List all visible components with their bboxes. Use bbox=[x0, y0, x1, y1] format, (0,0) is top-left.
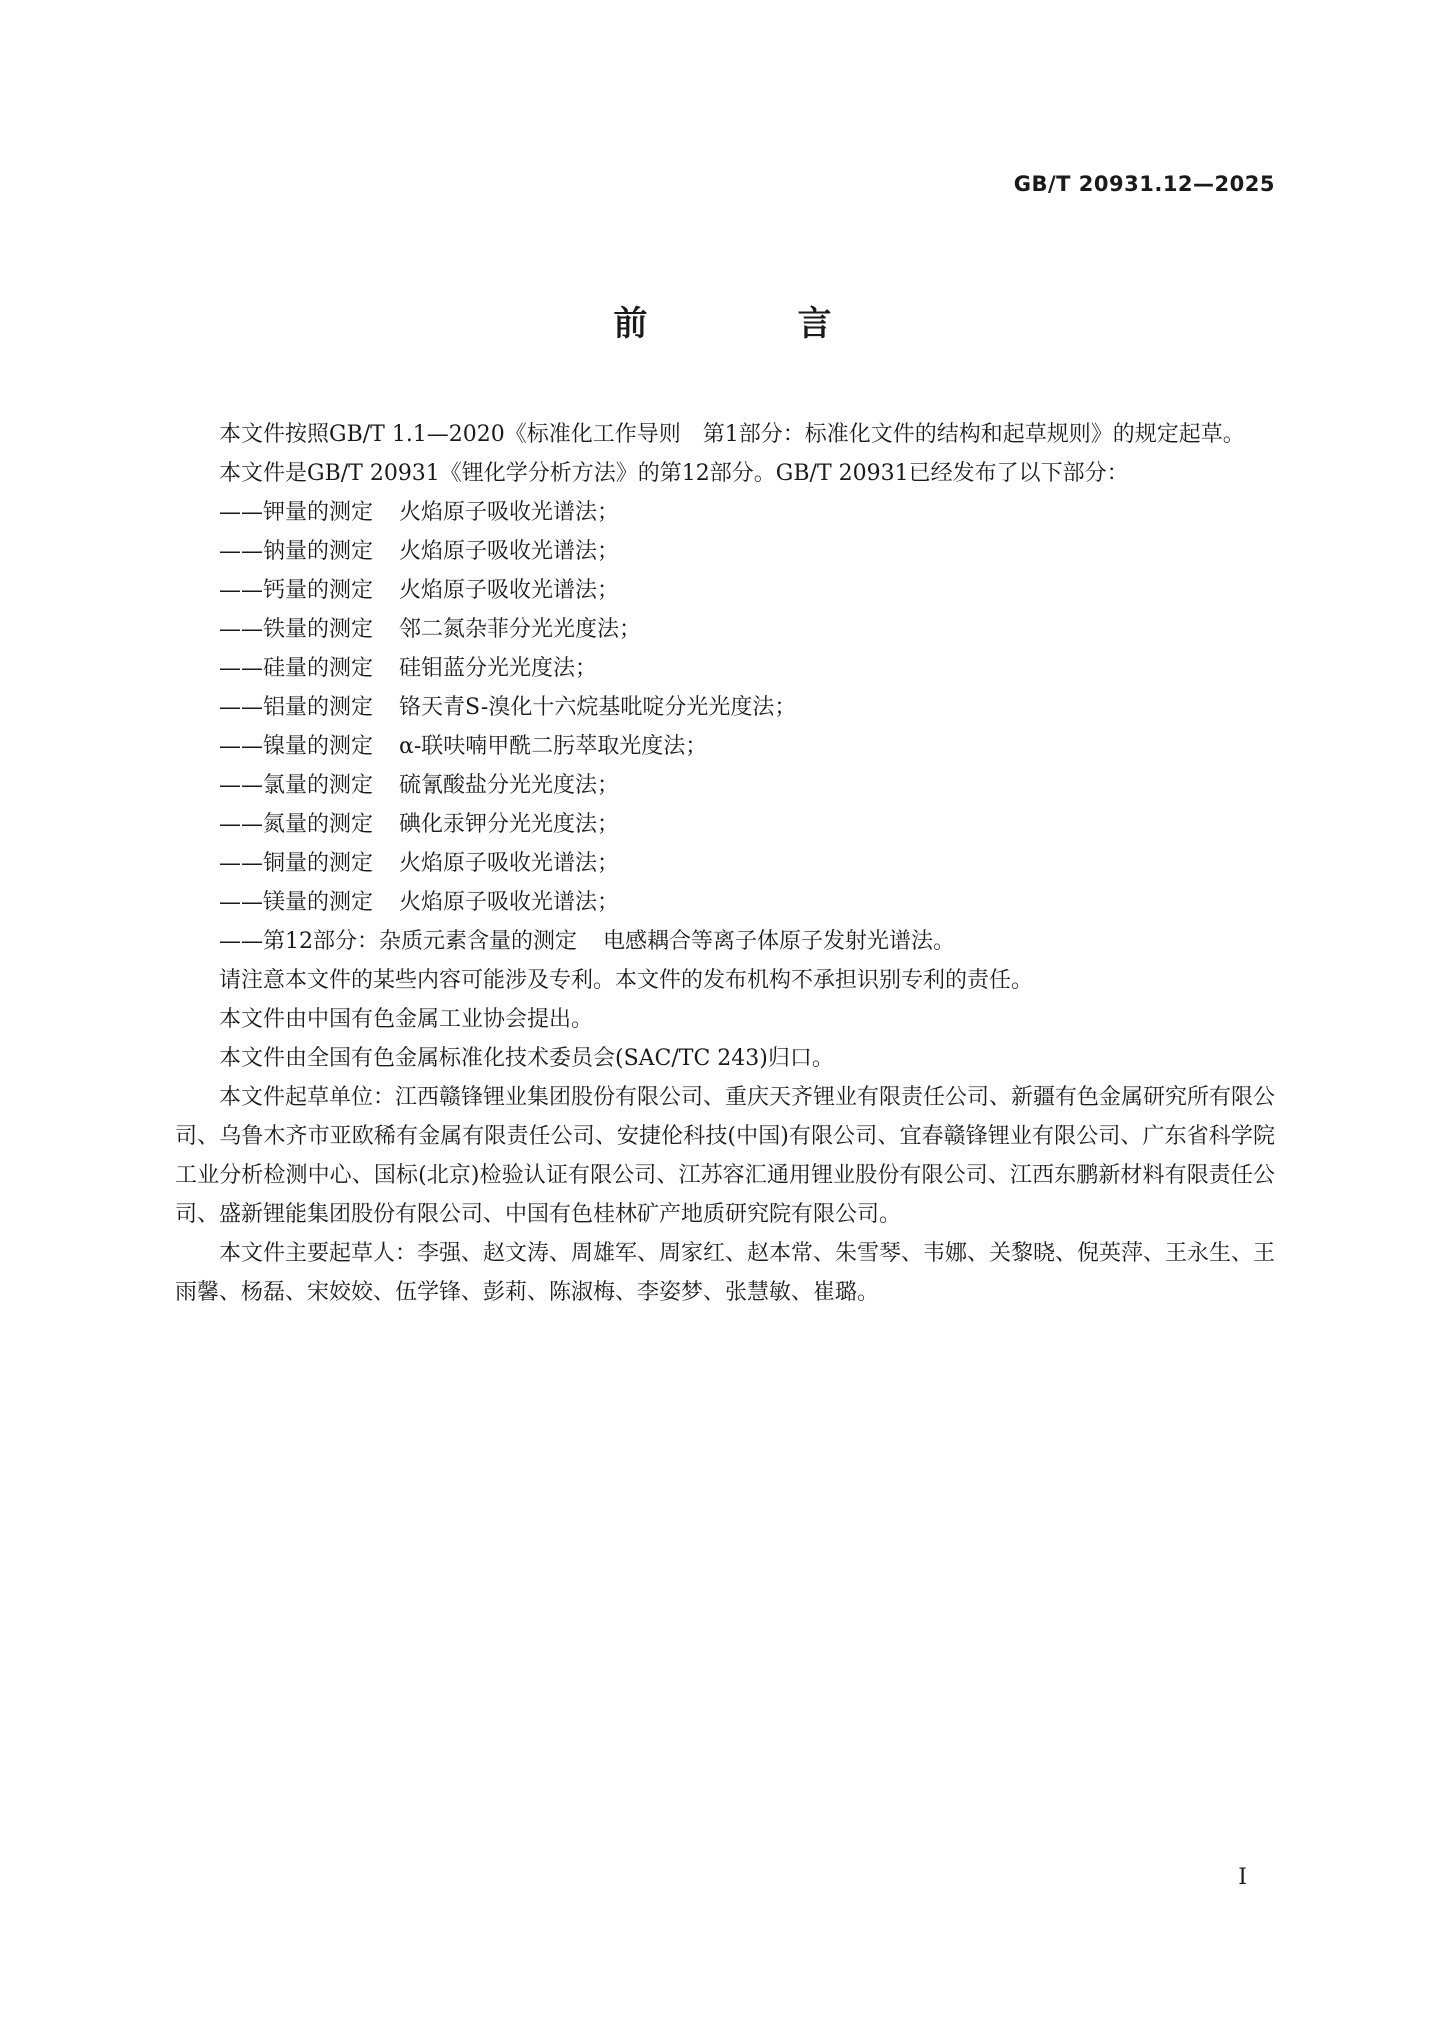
paragraph-proposer: 本文件由中国有色金属工业协会提出。 bbox=[219, 1007, 594, 1032]
list-item bbox=[175, 883, 1275, 922]
list-item bbox=[175, 844, 1275, 883]
list-item-method: 硫氰酸盐分光光度法； bbox=[399, 773, 620, 798]
list-item bbox=[175, 610, 1275, 649]
list-item-method: 硅钼蓝分光光度法； bbox=[399, 656, 598, 681]
list-item-name: 镍量的测定 bbox=[263, 734, 374, 759]
list-item-method: 铬天青S-溴化十六烷基吡啶分光光度法； bbox=[399, 695, 797, 720]
list-item bbox=[175, 688, 1275, 727]
page-number: I bbox=[1238, 1865, 1247, 1890]
list-item-name: 镁量的测定 bbox=[263, 890, 374, 915]
list-item-method: 碘化汞钾分光光度法； bbox=[399, 812, 620, 837]
list-item-name: 第12部分：杂质元素含量的测定 bbox=[263, 929, 577, 954]
list-dash: —— bbox=[219, 578, 263, 603]
list-item-method: 电感耦合等离子体原子发射光谱法。 bbox=[603, 929, 956, 954]
list-item bbox=[175, 649, 1275, 688]
paragraph-drafting-rules: 本文件按照GB/T 1.1—2020《标准化工作导则 第1部分：标准化文件的结构和起草规则》的规定起草。 bbox=[219, 422, 1245, 447]
list-dash: —— bbox=[219, 617, 263, 642]
list-item bbox=[175, 727, 1275, 766]
foreword-body bbox=[175, 415, 1275, 1312]
list-item-name: 铝量的测定 bbox=[263, 695, 374, 720]
list-item-name: 硅量的测定 bbox=[263, 656, 374, 681]
list-item-method: α-联呋喃甲酰二肟萃取光度法； bbox=[399, 734, 708, 759]
list-item-method: 火焰原子吸收光谱法； bbox=[399, 539, 620, 564]
list-item-method: 火焰原子吸收光谱法； bbox=[399, 890, 620, 915]
list-dash: —— bbox=[219, 851, 263, 876]
list-dash: —— bbox=[219, 890, 263, 915]
list-dash: —— bbox=[219, 734, 263, 759]
list-item-name: 钙量的测定 bbox=[263, 578, 374, 603]
list-item-name: 钾量的测定 bbox=[263, 500, 374, 525]
paragraph-drafters: 本文件主要起草人：李强、赵文涛、周雄军、周家红、赵本常、朱雪琴、韦娜、关黎晓、倪英萍、王永生、王雨馨、杨磊、宋姣姣、伍学锋、彭莉、陈淑梅、李姿梦、张慧敏、崔璐。 bbox=[175, 1241, 1276, 1305]
list-item bbox=[175, 805, 1275, 844]
paragraph-series-intro: 本文件是GB/T 20931《锂化学分析方法》的第12部分。GB/T 20931已经发布了以下部分： bbox=[219, 461, 1129, 486]
list-item-method: 火焰原子吸收光谱法； bbox=[399, 578, 620, 603]
list-item-name: 氮量的测定 bbox=[263, 812, 374, 837]
list-dash: —— bbox=[219, 812, 263, 837]
list-item-name: 氯量的测定 bbox=[263, 773, 374, 798]
list-item bbox=[175, 571, 1275, 610]
document-code: GB/T 20931.12—2025 bbox=[1013, 172, 1275, 196]
list-dash: —— bbox=[219, 773, 263, 798]
list-dash: —— bbox=[219, 539, 263, 564]
list-item bbox=[175, 922, 1275, 961]
list-item-name: 钠量的测定 bbox=[263, 539, 374, 564]
list-item-name: 铜量的测定 bbox=[263, 851, 374, 876]
page-title: 前 言 bbox=[613, 304, 890, 344]
list-item bbox=[175, 493, 1275, 532]
list-dash: —— bbox=[219, 500, 263, 525]
paragraph-drafting-units: 本文件起草单位：江西赣锋锂业集团股份有限公司、重庆天齐锂业有限责任公司、新疆有色金属研究所有限公司、乌鲁木齐市亚欧稀有金属有限责任公司、安捷伦科技(中国)有限公司、宜春赣锋锂业有限公司、广东省科学院工业分析检测中心、国标(北京)检验认证有限公司、江苏容汇通用锂业股份有限公司、江西东鹏新材料有限责任公司、盛新锂能集团股份有限公司、中国有色桂林矿产地质研究院有限公司。 bbox=[175, 1085, 1276, 1227]
parts-list bbox=[175, 493, 1275, 961]
list-item bbox=[175, 532, 1275, 571]
list-dash: —— bbox=[219, 695, 263, 720]
list-item-name: 铁量的测定 bbox=[263, 617, 374, 642]
paragraph-committee: 本文件由全国有色金属标准化技术委员会(SAC/TC 243)归口。 bbox=[219, 1046, 834, 1071]
list-item-method: 火焰原子吸收光谱法； bbox=[399, 500, 620, 525]
paragraph-patent-notice: 请注意本文件的某些内容可能涉及专利。本文件的发布机构不承担识别专利的责任。 bbox=[219, 968, 1034, 993]
list-item bbox=[175, 766, 1275, 805]
list-dash: —— bbox=[219, 656, 263, 681]
list-item-method: 火焰原子吸收光谱法； bbox=[399, 851, 620, 876]
list-dash: —— bbox=[219, 929, 263, 954]
list-item-method: 邻二氮杂菲分光光度法； bbox=[399, 617, 642, 642]
